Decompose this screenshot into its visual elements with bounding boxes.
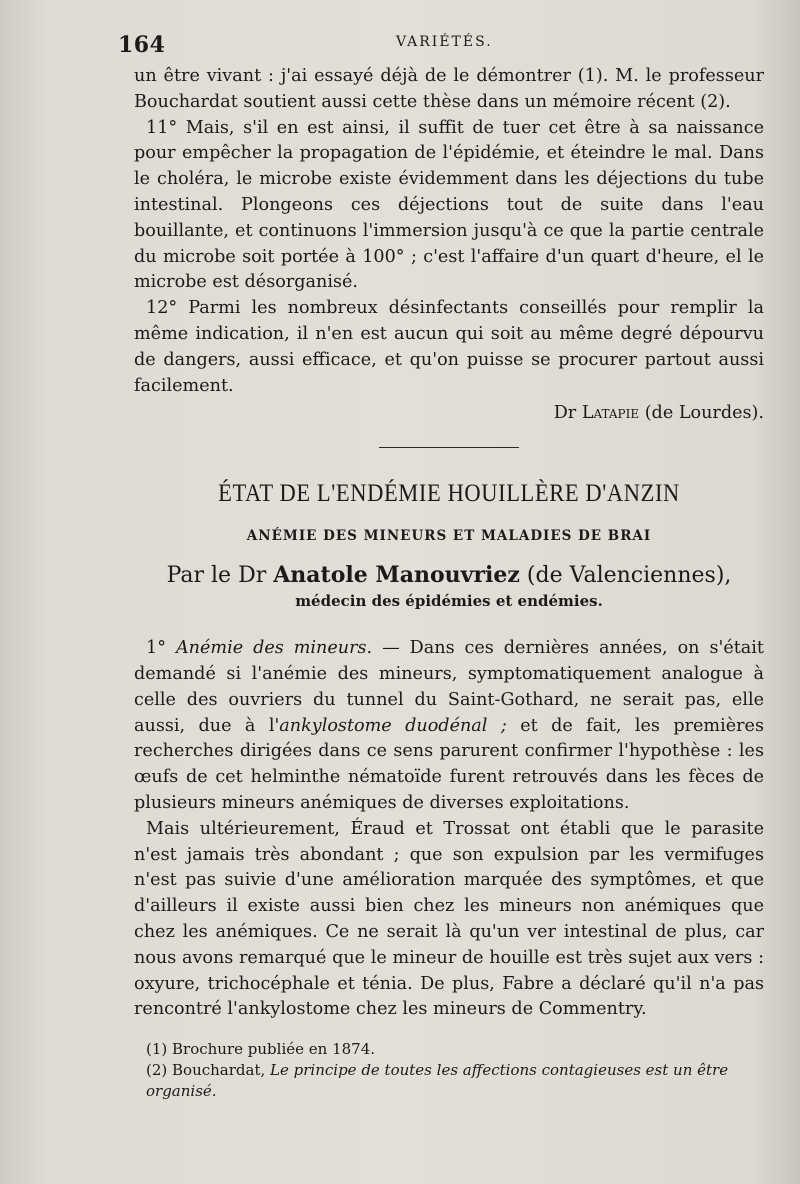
byline-suffix: (de Valenciennes),: [526, 563, 732, 589]
paragraph-section-1: [134, 636, 764, 817]
footnote-1: (1) Brochure publiée en 1874.: [146, 1040, 376, 1059]
paragraph-continuation: un être vivant : j'ai essayé déjà de le démontrer (1). M. le professeur Bouchardat soutient aussi cette thèse dans un mémoire récent (2).: [134, 66, 764, 112]
running-head: VARIÉTÉS.: [396, 34, 493, 50]
page-body: [134, 64, 764, 1102]
signature-title: Dr: [553, 403, 577, 424]
signature-place: (de Lourdes).: [644, 403, 764, 424]
article-byline: [134, 562, 764, 588]
footnote-2-prefix: (2) Bouchardat,: [146, 1061, 266, 1080]
footnote-2-title: Le principe de toutes les affections contagieuses est un être organisé.: [146, 1061, 729, 1101]
signature-name: Latapie: [581, 403, 640, 424]
section-divider: [379, 447, 519, 448]
author-signature: [134, 401, 764, 427]
footnotes: [134, 1039, 764, 1102]
article-subtitle: ANÉMIE DES MINEURS ET MALADIES DE BRAI: [246, 528, 652, 545]
page-header: [118, 28, 740, 58]
page-number: 164: [118, 32, 166, 58]
section-heading: Anémie des mineurs.: [175, 638, 373, 659]
article-title: ÉTAT DE L'ENDÉMIE HOUILLÈRE D'ANZIN: [218, 478, 680, 507]
paragraph-point-12: 12° Parmi les nombreux désinfectants conseillés pour remplir la même indication, il n'en est aucun qui soit au même degré dépourvu de dangers, aussi efficace, et qu'on puisse se procurer partout aussi facilement.: [134, 298, 764, 396]
byline-prefix: Par le Dr: [166, 563, 267, 589]
author-role: médecin des épidémies et endémies.: [295, 592, 603, 611]
section-number: 1°: [146, 638, 166, 659]
section-text-a: — Dans ces dernières années, on s'était demandé si l'anémie des mineurs, symptomatiquement analogue à celle des ouvriers du tunnel du Saint-Gothard, ne serait pas, elle aussi, due à l': [134, 638, 764, 736]
section-term: ankylostome duodénal ;: [279, 715, 507, 736]
section-text-b: et de fait, les premières recherches dirigées dans ce sens parurent confirmer l'hypothèse : les œufs de cet helminthe nématoïde furent retrouvés dans les fèces de plusieurs mineurs anémiques de diverses exploitations.: [134, 715, 764, 813]
footnote-2: [146, 1060, 764, 1102]
author-name: Anatole Manouvriez: [273, 562, 520, 589]
paragraph-section-1-cont: Mais ultérieurement, Éraud et Trossat ont établi que le parasite n'est jamais très abondant ; que son expulsion par les vermifuges n'est pas suivie d'une amélioration marquée des symptômes, et que d'ailleurs il existe aussi bien chez les mineurs non anémiques que chez les anémiques. Ce ne serait là qu'un ver intestinal de plus, car nous avons remarqué que le mineur de houille est très sujet aux vers : oxyure, trichocéphale et ténia. De plus, Fabre a déclaré qu'il n'a pas rencontré l'ankylostome chez les mineurs de Commentry.: [134, 818, 764, 1020]
paragraph-point-11: 11° Mais, s'il en est ainsi, il suffit de tuer cet être à sa naissance pour empêcher la propagation de l'épidémie, et éteindre le mal. Dans le choléra, le microbe existe évidemment dans les déjections du tube intestinal. Plongeons ces déjections tout de suite dans l'eau bouillante, et continuons l'immersion jusqu'à ce que la partie centrale du microbe soit portée à 100° ; c'est l'affaire d'un quart d'heure, el le microbe est désorganisé.: [134, 117, 764, 293]
